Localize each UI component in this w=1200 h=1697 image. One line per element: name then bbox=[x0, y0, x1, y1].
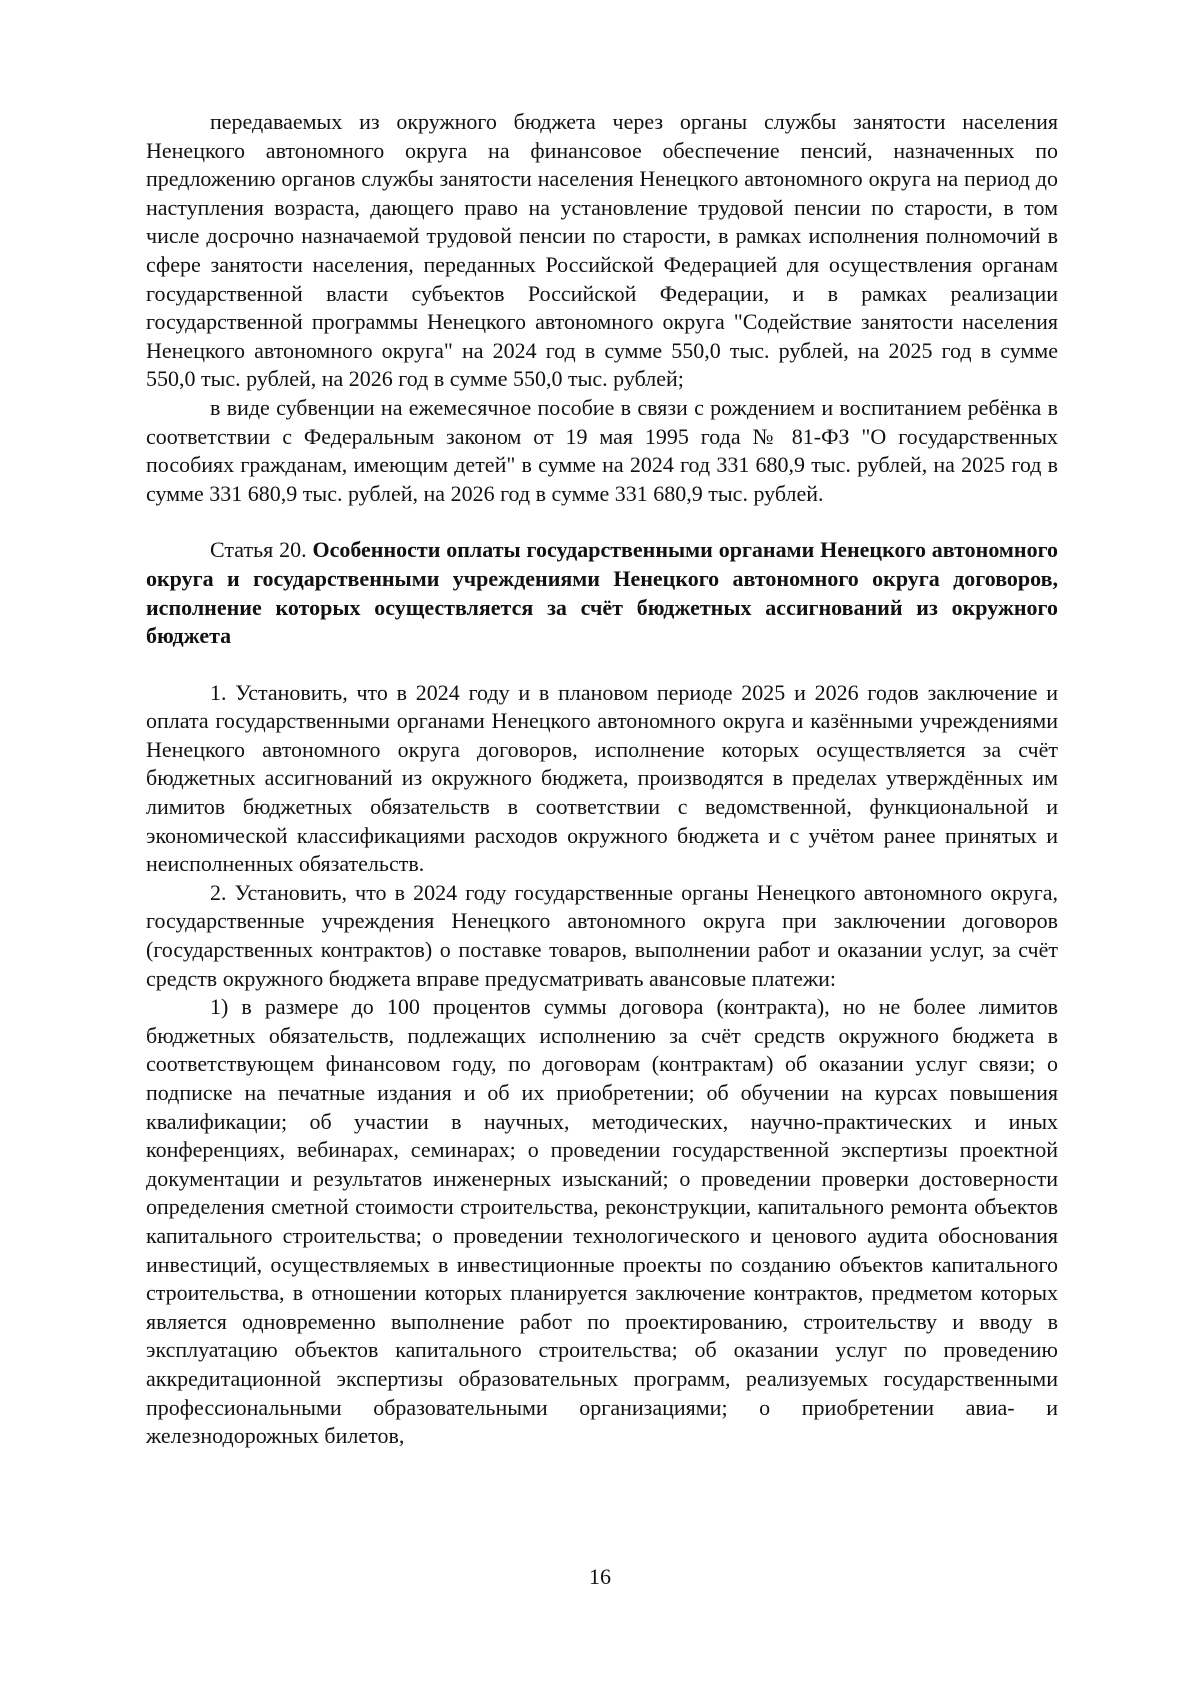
article-heading bbox=[146, 536, 1058, 650]
page-number: 16 bbox=[589, 1564, 611, 1589]
article-label: Статья 20. bbox=[210, 537, 307, 563]
article-title: Особенности оплаты государственными органами Ненецкого автономного округа и государственными учреждениями Ненецкого автономного округа договоров, исполнение которых осуществляется за счёт бюджетных ассигнований из окружного бюджета bbox=[146, 537, 1059, 649]
paragraph-pension-funding: передаваемых из окружного бюджета через органы службы занятости населения Ненецкого автономного округа на финансовое обеспечение пенсий, назначенных по предложению органов службы занятости населения Ненецкого автономного округа на период до наступления возраста, дающего право на установление трудовой пенсии по старости, в том числе досрочно назначаемой трудовой пенсии по старости, в рамках исполнения полномочий в сфере занятости населения, переданных Российской Федерацией для осуществления органам государственной власти субъектов Российской Федерации, и в рамках реализации государственной программы Ненецкого автономного округа "Содействие занятости населения Ненецкого автономного округа" на 2024 год в сумме 550,0 тыс. рублей, на 2025 год в сумме 550,0 тыс. рублей, на 2026 год в сумме 550,0 тыс. рублей; bbox=[146, 109, 1058, 392]
paragraph-clause-2: 2. Установить, что в 2024 году государственные органы Ненецкого автономного округа, государственные учреждения Ненецкого автономного округа при заключении договоров (государственных контрактов) о поставке товаров, выполнении работ и оказании услуг, за счёт средств окружного бюджета вправе предусматривать авансовые платежи: bbox=[146, 879, 1058, 991]
spacer bbox=[146, 651, 1058, 679]
document-page bbox=[146, 108, 1058, 1451]
paragraph-clause-1: 1. Установить, что в 2024 году и в плановом периоде 2025 и 2026 годов заключение и оплата государственными органами Ненецкого автономного округа и казёнными учреждениями Ненецкого автономного округа договоров, исполнение которых осуществляется за счёт бюджетных ассигнований из окружного бюджета, производятся в пределах утверждённых им лимитов бюджетных обязательств в соответствии с ведомственной, функциональной и экономической классификациями расходов окружного бюджета и с учётом ранее принятых и неисполненных обязательств. bbox=[146, 679, 1058, 877]
spacer bbox=[146, 508, 1058, 536]
paragraph-subclause-1: 1) в размере до 100 процентов суммы договора (контракта), но не более лимитов бюджетных обязательств, подлежащих исполнению за счёт средств окружного бюджета в соответствующем финансовом году, по договорам (контрактам) об оказании услуг связи; о подписке на печатные издания и об их приобретении; об обучении на курсах повышения квалификации; об участии в научных, методических, научно-практических и иных конференциях, вебинарах, семинарах; о проведении государственной экспертизы проектной документации и результатов инженерных изысканий; о проведении проверки достоверности определения сметной стоимости строительства, реконструкции, капитального ремонта объектов капитального строительства; о проведении технологического и ценового аудита обоснования инвестиций, осуществляемых в инвестиционные проекты по созданию объектов капитального строительства, в отношении которых планируется заключение контрактов, предметом которых является одновременно выполнение работ по проектированию, строительству и вводу в эксплуатацию объектов капитального строительства; об оказании услуг по проведению аккредитационной экспертизы образовательных программ, реализуемых государственными профессиональными образовательными организациями; о приобретении авиа- и железнодорожных билетов, bbox=[146, 994, 1058, 1449]
paragraph-child-allowance-subvention: в виде субвенции на ежемесячное пособие в связи с рождением и воспитанием ребёнка в соответствии с Федеральным законом от 19 мая 1995 года № 81-ФЗ "О государственных пособиях гражданам, имеющим детей" в сумме на 2024 год 331 680,9 тыс. рублей, на 2025 год в сумме 331 680,9 тыс. рублей, на 2026 год в сумме 331 680,9 тыс. рублей. bbox=[146, 394, 1058, 506]
